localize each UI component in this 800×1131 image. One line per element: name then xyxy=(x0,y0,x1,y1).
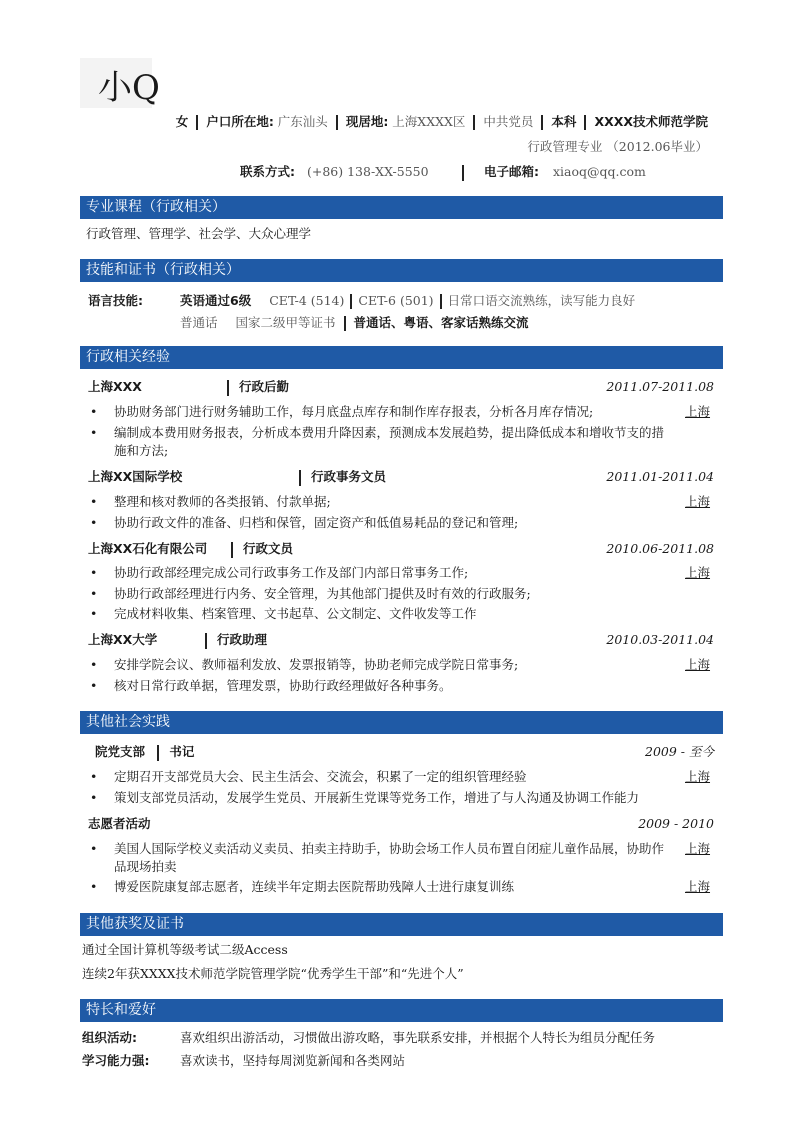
practice-bullet: • 定期召开支部党员大会、民主生活会、交流会，积累了一定的组织管理经验 xyxy=(90,768,680,786)
gender: 女 xyxy=(175,114,189,129)
job-bullet: • 协助行政部经理进行内务、安全管理，为其他部门提供及时有效的行政服务; xyxy=(90,585,680,603)
cet6-score: CET-6 (501) xyxy=(358,293,434,308)
job-role xyxy=(227,378,289,396)
divider xyxy=(344,316,346,331)
job-location: 上海 xyxy=(685,494,711,509)
company-name: 上海XX石化有限公司 xyxy=(88,541,208,556)
job-role xyxy=(299,468,386,486)
section-header-experience: 行政相关经验 xyxy=(80,346,723,369)
section-header-social: 其他社会实践 xyxy=(80,711,723,734)
job-location: 上海 xyxy=(685,657,711,672)
company-name: 上海XX国际学校 xyxy=(88,469,183,484)
divider xyxy=(336,115,338,130)
email-label: 电子邮箱: xyxy=(483,164,539,179)
job-bullet: • 安排学院会议、教师福利发放、发票报销等，协助老师完成学院日常事务; xyxy=(90,656,680,674)
mandarin-skill-line xyxy=(180,313,529,331)
hukou-label: 户口所在地: xyxy=(206,114,274,129)
job-role xyxy=(205,631,267,649)
divider xyxy=(231,542,233,558)
dialect-skills: 普通话、粤语、客家话熟练交流 xyxy=(353,315,529,330)
email-value: xiaoq@qq.com xyxy=(552,164,646,179)
divider xyxy=(205,633,207,649)
job-bullet: • 整理和核对教师的各类报销、付款单据; xyxy=(90,493,680,511)
job-date: 2010.06-2011.08 xyxy=(606,541,714,556)
job-bullet: • 协助财务部门进行财务辅助工作，每月底盘点库存和制作库存报表，分析各月库存情况; xyxy=(90,403,680,421)
job-location: 上海 xyxy=(685,565,711,580)
divider xyxy=(462,165,464,181)
org-line xyxy=(95,743,194,761)
org-activity-label: 组织活动: xyxy=(82,1030,137,1045)
divider xyxy=(440,294,442,309)
english-level: 英语通过6级 xyxy=(180,293,252,308)
practice-bullet: • 美国人国际学校义卖活动义卖员、拍卖主持助手，协助会场工作人员布置自闭症儿童作品展，协助作品现场拍卖 xyxy=(90,840,670,876)
english-skill-line xyxy=(180,291,635,309)
job-bullet: • 编制成本费用财务报表，分析成本费用升降因素，预测成本发展趋势，提出降低成本和增收节支的措施和方法; xyxy=(90,424,670,460)
org-name: 院党支部 xyxy=(95,744,146,759)
section-header-hobbies: 特长和爱好 xyxy=(80,999,723,1022)
award-item: 连续2年获XXXX技术师范学院管理学院“优秀学生干部”和“先进个人” xyxy=(82,966,464,981)
role-title: 行政后勤 xyxy=(239,379,290,394)
divider xyxy=(299,470,301,486)
company-name: 上海XX大学 xyxy=(88,632,158,647)
divider xyxy=(473,115,475,130)
divider xyxy=(227,380,229,396)
phone-number: (+86) 138-XX-5550 xyxy=(306,164,429,179)
job-bullet: • 协助行政文件的准备、归档和保管，固定资产和低值易耗品的登记和管理; xyxy=(90,514,680,532)
company-name: 上海XXX xyxy=(88,379,142,394)
mandarin: 普通话 xyxy=(180,315,218,330)
volunteer-date: 2009 - 2010 xyxy=(638,816,714,831)
divider xyxy=(157,745,159,761)
job-role xyxy=(231,540,293,558)
divider xyxy=(196,115,198,130)
school: XXXX技术师范学院 xyxy=(594,114,708,129)
job-bullet: • 协助行政部经理完成公司行政事务工作及部门内部日常事务工作; xyxy=(90,564,680,582)
residence-value: 上海XXXX区 xyxy=(392,114,466,129)
english-description: 日常口语交流熟练，读写能力良好 xyxy=(447,293,636,308)
role-title: 行政助理 xyxy=(217,632,268,647)
practice-location: 上海 xyxy=(685,769,711,784)
job-bullet: • 核对日常行政单据，管理发票，协助行政经理做好各种事务。 xyxy=(90,677,680,695)
candidate-name: 小Q xyxy=(98,68,160,108)
divider xyxy=(584,115,586,130)
party-status: 中共党员 xyxy=(483,114,534,129)
section-header-courses: 专业课程（行政相关） xyxy=(80,196,723,219)
job-bullet: • 完成材料收集、档案管理、文书起草、公文制定、文件收发等工作 xyxy=(90,605,680,623)
courses-content: 行政管理、管理学、社会学、大众心理学 xyxy=(86,226,312,241)
job-date: 2011.07-2011.08 xyxy=(606,379,714,394)
mandarin-cert: 国家二级甲等证书 xyxy=(235,315,336,330)
hukou-value: 广东汕头 xyxy=(277,114,328,129)
cet4-score: CET-4 (514) xyxy=(269,293,345,308)
residence-label: 现居地: xyxy=(345,114,389,129)
role-title: 行政文员 xyxy=(243,541,294,556)
org-role: 书记 xyxy=(169,744,195,759)
language-skill-label: 语言技能: xyxy=(88,293,143,308)
award-item: 通过全国计算机等级考试二级Access xyxy=(82,942,288,957)
practice-location: 上海 xyxy=(685,879,711,894)
major: 行政管理专业 （2012.06毕业） xyxy=(527,139,708,154)
divider xyxy=(350,294,352,309)
section-header-skills: 技能和证书（行政相关） xyxy=(80,259,723,282)
role-title: 行政事务文员 xyxy=(311,469,387,484)
divider xyxy=(541,115,543,130)
job-date: 2010.03-2011.04 xyxy=(606,632,714,647)
job-date: 2011.01-2011.04 xyxy=(606,469,714,484)
job-location: 上海 xyxy=(685,404,711,419)
contact-line xyxy=(240,162,429,180)
org-date: 2009 - 至今 xyxy=(645,744,714,759)
practice-bullet: • 策划支部党员活动，发展学生党员、开展新生党课等党务工作，增进了与人沟通及协调工作能力 xyxy=(90,789,680,807)
practice-location: 上海 xyxy=(685,841,711,856)
email-line xyxy=(462,162,646,181)
section-header-awards: 其他获奖及证书 xyxy=(80,913,723,936)
learning-text: 喜欢读书，坚持每周浏览新闻和各类网站 xyxy=(180,1053,406,1068)
volunteer-title: 志愿者活动 xyxy=(88,816,151,831)
contact-label: 联系方式: xyxy=(240,164,295,179)
org-activity-text: 喜欢组织出游活动，习惯做出游攻略，事先联系安排，并根据个人特长为组员分配任务 xyxy=(180,1030,656,1045)
degree: 本科 xyxy=(551,114,577,129)
personal-info-line xyxy=(176,113,708,131)
learning-label: 学习能力强: xyxy=(82,1053,150,1068)
practice-bullet: • 博爱医院康复部志愿者，连续半年定期去医院帮助残障人士进行康复训练 xyxy=(90,878,680,896)
